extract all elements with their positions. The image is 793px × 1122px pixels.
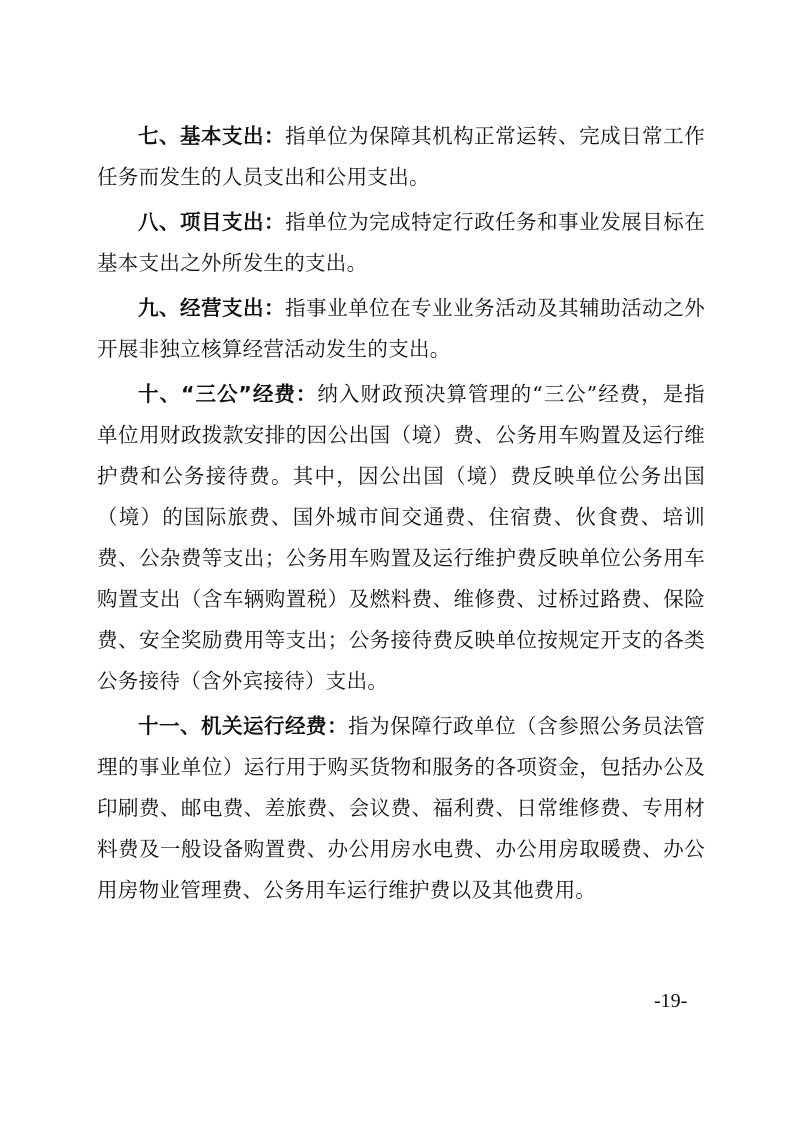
term-definition: 指事业单位在专业业务活动及其辅助活动之外开展非独立核算经营活动发生的支出。 — [97, 296, 706, 361]
paragraph-basic-expenditure — [97, 116, 705, 198]
term-heading: 十、“三公”经费： — [138, 382, 318, 406]
term-heading: 九、经营支出： — [138, 296, 286, 320]
paragraph-operating-expenditure — [97, 288, 705, 370]
document-body — [97, 116, 705, 915]
term-heading: 八、项目支出： — [138, 210, 286, 234]
paragraph-agency-operating-expenses — [97, 706, 705, 911]
term-definition: 指单位为完成特定行政任务和事业发展目标在基本支出之外所发生的支出。 — [97, 210, 706, 275]
paragraph-project-expenditure — [97, 202, 705, 284]
paragraph-three-public-expenses — [97, 374, 705, 702]
term-definition: 纳入财政预决算管理的“三公”经费，是指单位用财政拨款安排的因公出国（境）费、公务用车购置及运行维护费和公务接待费。其中，因公出国（境）费反映单位公务出国（境）的国际旅费、国外城市间交通费、住宿费、伙食费、培训费、公杂费等支出；公务用车购置及运行维护费反映单位公务用车购置支出（含车辆购置税）及燃料费、维修费、过桥过路费、保险费、安全奖励费用等支出；公务接待费反映单位按规定开支的各类公务接待（含外宾接待）支出。 — [97, 382, 705, 693]
term-definition: 指为保障行政单位（含参照公务员法管理的事业单位）运行用于购买货物和服务的各项资金，包括办公及印刷费、邮电费、差旅费、会议费、福利费、日常维修费、专用材料费及一般设备购置费、办公用房水电费、办公用房取暖费、办公用房物业管理费、公务用车运行维护费以及其他费用。 — [97, 714, 705, 902]
term-definition: 指单位为保障其机构正常运转、完成日常工作任务而发生的人员支出和公用支出。 — [97, 124, 706, 189]
term-heading: 七、基本支出： — [138, 124, 286, 148]
page-number: -19- — [654, 990, 688, 1012]
term-heading: 十一、机关运行经费： — [138, 714, 349, 738]
